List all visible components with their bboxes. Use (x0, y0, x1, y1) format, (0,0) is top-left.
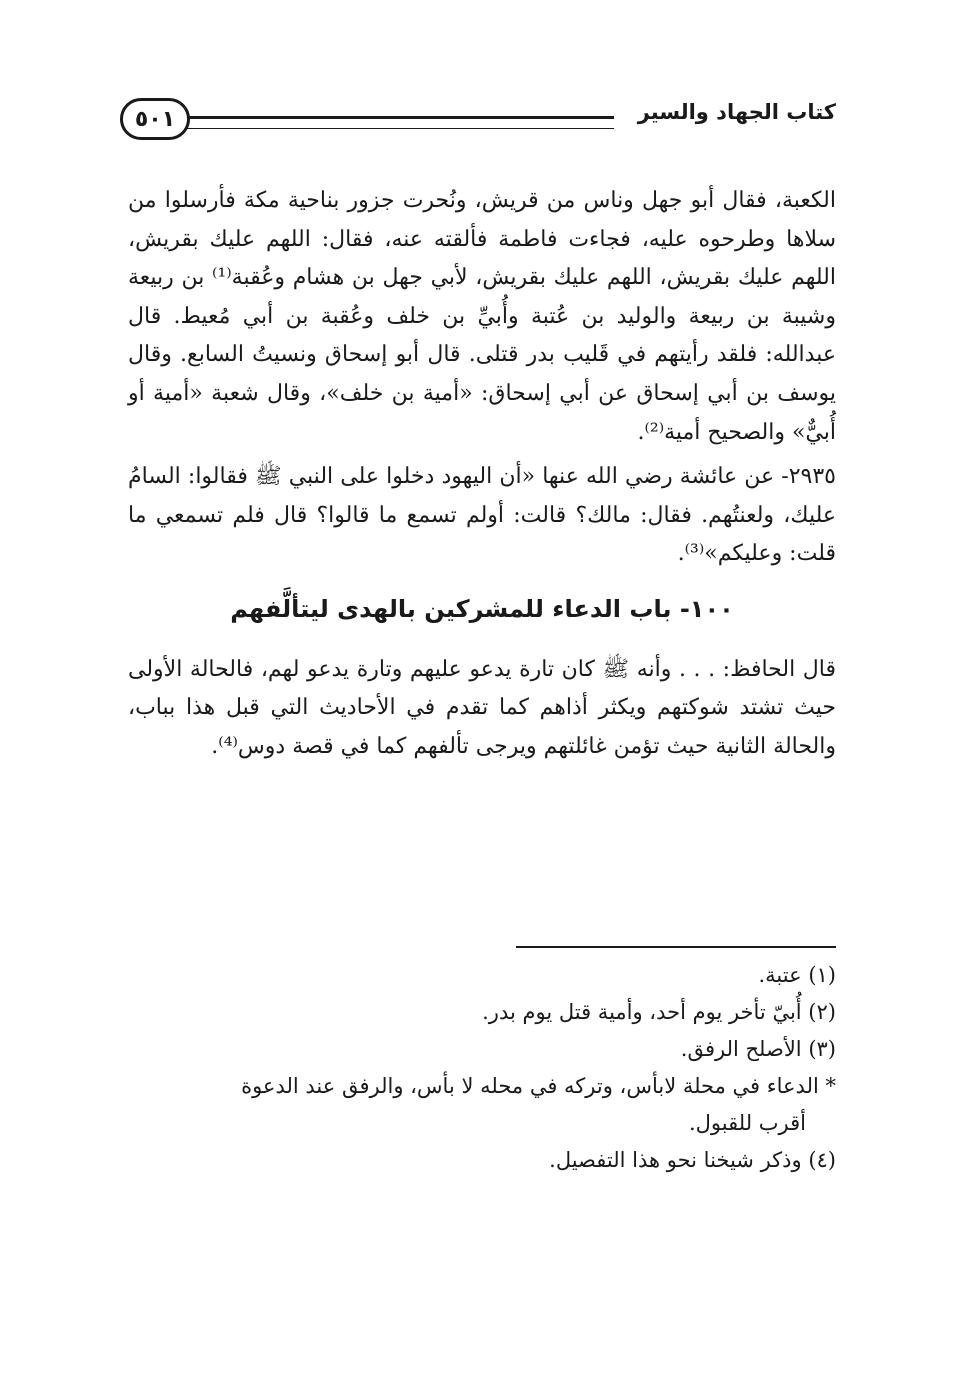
footnote-4: (٤) وذكر شيخنا نحو هذا التفصيل. (549, 1148, 836, 1172)
page-number: ٥٠١ (120, 98, 190, 140)
footnote-separator (516, 946, 836, 948)
running-title: كتاب الجهاد والسير (637, 100, 836, 124)
chapter-heading: ١٠٠- باب الدعاء للمشركين بالهدى ليتألَّفهم (230, 594, 734, 623)
paragraph-hadith-continuation: الكعبة، فقال أبو جهل وناس من قريش، ونُحرت جزور بناحية مكة فأرسلوا من سلاها وطرحوه عليه، فجاءت فاطمة فألقته عنه، فقال: اللهم عليك بقريش، اللهم عليك بقريش، اللهم عليك بقريش، لأبي جهل بن هشام وعُقبة⁽¹⁾ بن ربيعة وشيبة بن ربيعة والوليد بن عُتبة وأُبيِّ بن خلف وعُقبة بن أبي مُعيط. قال عبدالله: فلقد رأيتهم في قَليب بدر قتلى. قال أبو إسحاق ونسيتُ السابع. وقال يوسف بن أبي إسحاق عن أبي إسحاق: «أمية بن خلف»، وقال شعبة «أمية أو أُبيٌّ» والصحيح أمية⁽²⁾. (128, 188, 836, 445)
footnote-2: (٢) أُبيّ تأخر يوم أحد، وأمية قتل يوم بدر. (482, 1000, 836, 1024)
footnote-note: * الدعاء في محلة لابأس، وتركه في محله لا بأس، والرفق عند الدعوة (241, 1074, 836, 1098)
footnotes (128, 957, 836, 1179)
page-header (120, 96, 836, 148)
paragraph-hadith-2935: ٢٩٣٥- عن عائشة رضي الله عنها «أن اليهود دخلوا على النبي ﷺ فقالوا: السامُ عليك، ولعنتُهم. فقال: مالك؟ قالت: أولم تسمع ما قالوا؟ قال فلم تسمعي ما قلت: وعليكم»⁽³⁾. (128, 464, 836, 567)
header-rule (186, 116, 614, 129)
footnote-1: (١) عتبة. (758, 963, 836, 987)
paragraph-hafiz-commentary: قال الحافظ: . . . وأنه ﷺ كان تارة يدعو عليهم وتارة يدعو لهم، فالحالة الأولى حيث تشتد شوكتهم ويكثر أذاهم كما تقدم في الأحاديث التي قبل هذا بباب، والحالة الثانية حيث تؤمن غائلتهم ويرجى تألفهم كما في قصة دوس⁽⁴⁾. (128, 656, 836, 759)
footnote-3: (٣) الأصلح الرفق. (680, 1037, 836, 1061)
body-text (128, 182, 836, 766)
footnote-note-continuation: أقرب للقبول. (689, 1111, 806, 1135)
